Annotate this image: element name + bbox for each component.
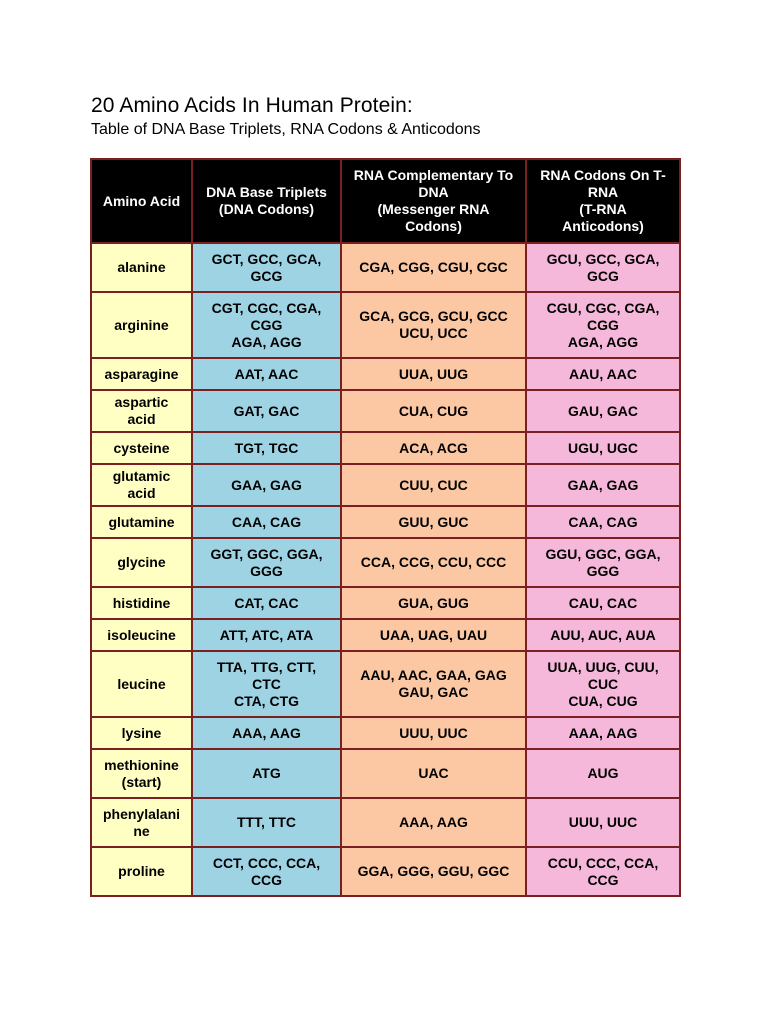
trna-anticodons-cell	[526, 847, 680, 896]
mrna-codons-cell	[341, 358, 526, 390]
cell-text-line: acid	[127, 411, 156, 427]
trna-anticodons-cell	[526, 538, 680, 587]
amino-acid-cell	[91, 464, 192, 506]
dna-triplets-cell	[192, 749, 341, 798]
cell-text-line: CCA, CCG, CCU, CCC	[360, 554, 507, 570]
cell-text-line: GCG	[250, 267, 283, 284]
cell-text-line: AAU, AAC, GAA, GAG	[360, 667, 507, 683]
cell-text-line: ACA, ACG	[399, 439, 468, 456]
table-row	[91, 587, 680, 619]
cell-text-line: RNA	[587, 184, 619, 200]
amino-acid-cell	[91, 749, 192, 798]
cell-text-line: proline	[118, 863, 165, 879]
dna-triplets-cell	[192, 358, 341, 390]
cell-text-line: AAA, AAG	[232, 724, 301, 741]
dna-triplets-cell	[192, 390, 341, 432]
table-row	[91, 847, 680, 896]
cell-text-line: arginine	[114, 316, 169, 333]
trna-anticodons-cell	[526, 390, 680, 432]
amino-acid-cell	[91, 538, 192, 587]
cell-text-line: CGT, CGC, CGA,	[211, 299, 322, 316]
cell-text-line: UAC	[418, 765, 449, 781]
cell-text-line: CAA, CAG	[568, 513, 638, 530]
header-trna-anticodons	[526, 159, 680, 243]
cell-text-line: GAU, GAC	[568, 402, 638, 419]
dna-triplets-cell	[192, 243, 341, 292]
amino-acid-cell	[91, 717, 192, 749]
cell-text-line: AUG	[587, 765, 619, 781]
cell-text-line: GCG	[587, 267, 619, 284]
mrna-codons-cell	[341, 587, 526, 619]
codon-table	[90, 158, 681, 897]
amino-acid-cell	[91, 292, 192, 358]
cell-text-line: UUU, UUC	[399, 724, 468, 741]
amino-acid-cell	[91, 506, 192, 538]
table-row	[91, 243, 680, 292]
mrna-codons-cell	[341, 717, 526, 749]
cell-text-line: AAA, AAG	[399, 814, 468, 830]
cell-text-line: glutamic	[112, 468, 171, 484]
header-dna-triplets	[192, 159, 341, 243]
cell-text-line: (DNA Codons)	[218, 201, 315, 217]
table-row	[91, 432, 680, 464]
dna-triplets-cell	[192, 292, 341, 358]
cell-text-line: ATG	[252, 765, 281, 781]
table-row	[91, 619, 680, 651]
table-row	[91, 798, 680, 847]
amino-acid-cell	[91, 358, 192, 390]
cell-text-line: leucine	[117, 675, 166, 692]
dna-triplets-cell	[192, 651, 341, 717]
trna-anticodons-cell	[526, 506, 680, 538]
cell-text-line: UUA, UUG, CUU,	[547, 658, 659, 675]
trna-anticodons-cell	[526, 619, 680, 651]
cell-text-line: UAA, UAG, UAU	[379, 626, 488, 643]
cell-text-line: GGA, GGG, GGU, GGC	[357, 863, 510, 879]
cell-text-line: glutamine	[108, 513, 175, 530]
codon-table-body	[91, 243, 680, 896]
dna-triplets-cell	[192, 587, 341, 619]
cell-text-line: GAA, GAG	[567, 476, 639, 493]
cell-text-line: Anticodons)	[562, 218, 644, 234]
cell-text-line: CUA, CUG	[398, 402, 469, 419]
dna-triplets-cell	[192, 432, 341, 464]
cell-text-line: lysine	[121, 724, 162, 741]
amino-acid-cell	[91, 798, 192, 847]
cell-text-line: ATT, ATC, ATA	[219, 626, 314, 643]
cell-text-line: GAU, GAC	[398, 684, 469, 700]
cell-text-line: RNA Codons On T-	[540, 167, 666, 183]
table-row	[91, 717, 680, 749]
table-row	[91, 358, 680, 390]
amino-acid-cell	[91, 587, 192, 619]
trna-anticodons-cell	[526, 358, 680, 390]
dna-triplets-cell	[192, 847, 341, 896]
cell-text-line: CTC	[252, 675, 281, 692]
amino-acid-cell	[91, 243, 192, 292]
cell-text-line: UUU, UUC	[568, 814, 638, 830]
amino-acid-cell	[91, 847, 192, 896]
cell-text-line: aspartic	[114, 394, 169, 410]
cell-text-line: CGA, CGG, CGU, CGC	[359, 259, 508, 275]
table-row	[91, 506, 680, 538]
mrna-codons-cell	[341, 432, 526, 464]
trna-anticodons-cell	[526, 432, 680, 464]
cell-text-line: CCG	[587, 871, 619, 888]
cell-text-line: CAA, CAG	[231, 513, 302, 530]
cell-text-line: GUA, GUG	[398, 594, 469, 611]
cell-text-line: GGU, GGC, GGA,	[545, 545, 661, 562]
cell-text-line: glycine	[117, 554, 166, 570]
trna-anticodons-cell	[526, 464, 680, 506]
cell-text-line: UGU, UGC	[568, 439, 638, 456]
cell-text-line: CGG	[250, 316, 283, 333]
cell-text-line: AGA, AGG	[231, 333, 302, 350]
table-row	[91, 651, 680, 717]
cell-text-line: CCG	[250, 871, 283, 888]
cell-text-line: DNA Base Triplets	[206, 184, 327, 200]
trna-anticodons-cell	[526, 749, 680, 798]
cell-text-line: ne	[133, 822, 150, 839]
cell-text-line: DNA	[418, 184, 449, 200]
amino-acid-cell	[91, 390, 192, 432]
cell-text-line: CUA, CUG	[568, 692, 638, 709]
cell-text-line: CAU, CAC	[568, 594, 638, 611]
dna-triplets-cell	[192, 619, 341, 651]
table-row	[91, 538, 680, 587]
mrna-codons-cell	[341, 749, 526, 798]
cell-text-line: TTT, TTC	[236, 814, 297, 830]
cell-text-line: CGU, CGC, CGA,	[546, 299, 660, 316]
cell-text-line: (start)	[121, 773, 162, 790]
cell-text-line: TGT, TGC	[234, 439, 299, 456]
cell-text-line: UCU, UCC	[399, 325, 468, 341]
cell-text-line: RNA Complementary To	[353, 167, 514, 183]
page-subtitle: Table of DNA Base Triplets, RNA Codons & Anticodons	[91, 121, 481, 138]
header-row	[91, 159, 680, 243]
cell-text-line: AAA, AAG	[568, 724, 638, 741]
dna-triplets-cell	[192, 798, 341, 847]
trna-anticodons-cell	[526, 243, 680, 292]
cell-text-line: (Messenger RNA	[377, 201, 490, 217]
cell-text-line: GUU, GUC	[398, 513, 469, 530]
table-row	[91, 749, 680, 798]
amino-acid-cell	[91, 651, 192, 717]
mrna-codons-cell	[341, 538, 526, 587]
mrna-codons-cell	[341, 464, 526, 506]
cell-text-line: GGT, GGC, GGA,	[210, 545, 323, 562]
cell-text-line: AAU, AAC	[569, 365, 637, 382]
header-mrna-codons	[341, 159, 526, 243]
cell-text-line: CCT, CCC, CCA,	[212, 854, 321, 871]
cell-text-line: CCU, CCC, CCA,	[547, 854, 659, 871]
amino-acid-cell	[91, 619, 192, 651]
trna-anticodons-cell	[526, 587, 680, 619]
mrna-codons-cell	[341, 798, 526, 847]
cell-text-line: alanine	[117, 259, 166, 275]
cell-text-line: CUU, CUC	[399, 476, 468, 493]
header-amino-acid	[91, 159, 192, 243]
table-row	[91, 390, 680, 432]
cell-text-line: GCA, GCG, GCU, GCC	[359, 308, 508, 324]
cell-text-line: acid	[127, 485, 156, 501]
cell-text-line: phenylalani	[102, 805, 181, 822]
cell-text-line: cysteine	[113, 439, 170, 456]
dna-triplets-cell	[192, 506, 341, 538]
mrna-codons-cell	[341, 292, 526, 358]
mrna-codons-cell	[341, 847, 526, 896]
amino-acid-cell	[91, 432, 192, 464]
page-title: 20 Amino Acids In Human Protein:	[91, 94, 413, 117]
codon-table-header	[91, 159, 680, 243]
cell-text-line: Amino Acid	[102, 192, 181, 209]
mrna-codons-cell	[341, 619, 526, 651]
cell-text-line: CAT, CAC	[234, 594, 299, 611]
trna-anticodons-cell	[526, 651, 680, 717]
cell-text-line: GAA, GAG	[231, 476, 302, 493]
cell-text-line: Codons)	[405, 218, 462, 234]
cell-text-line: TTA, TTG, CTT,	[216, 658, 317, 675]
mrna-codons-cell	[341, 506, 526, 538]
trna-anticodons-cell	[526, 798, 680, 847]
cell-text-line: CTA, CTG	[233, 692, 300, 709]
dna-triplets-cell	[192, 717, 341, 749]
cell-text-line: histidine	[112, 594, 171, 611]
trna-anticodons-cell	[526, 717, 680, 749]
table-row	[91, 292, 680, 358]
cell-text-line: GCT, GCC, GCA,	[211, 250, 322, 267]
mrna-codons-cell	[341, 651, 526, 717]
cell-text-line: AAT, AAC	[234, 365, 299, 382]
trna-anticodons-cell	[526, 292, 680, 358]
cell-text-line: CGG	[587, 316, 619, 333]
cell-text-line: AGA, AGG	[567, 333, 639, 350]
cell-text-line: (T-RNA	[579, 201, 627, 217]
mrna-codons-cell	[341, 390, 526, 432]
mrna-codons-cell	[341, 243, 526, 292]
cell-text-line: asparagine	[104, 365, 179, 382]
dna-triplets-cell	[192, 538, 341, 587]
cell-text-line: UUA, UUG	[398, 365, 469, 382]
table-row	[91, 464, 680, 506]
cell-text-line: CUC	[587, 675, 619, 692]
dna-triplets-cell	[192, 464, 341, 506]
cell-text-line: GCU, GCC, GCA,	[546, 250, 660, 267]
cell-text-line: AUU, AUC, AUA	[550, 626, 656, 643]
cell-text-line: GAT, GAC	[233, 402, 300, 419]
cell-text-line: methionine	[104, 756, 179, 773]
cell-text-line: GGG	[250, 562, 283, 579]
cell-text-line: isoleucine	[107, 626, 176, 643]
cell-text-line: GGG	[586, 562, 620, 579]
